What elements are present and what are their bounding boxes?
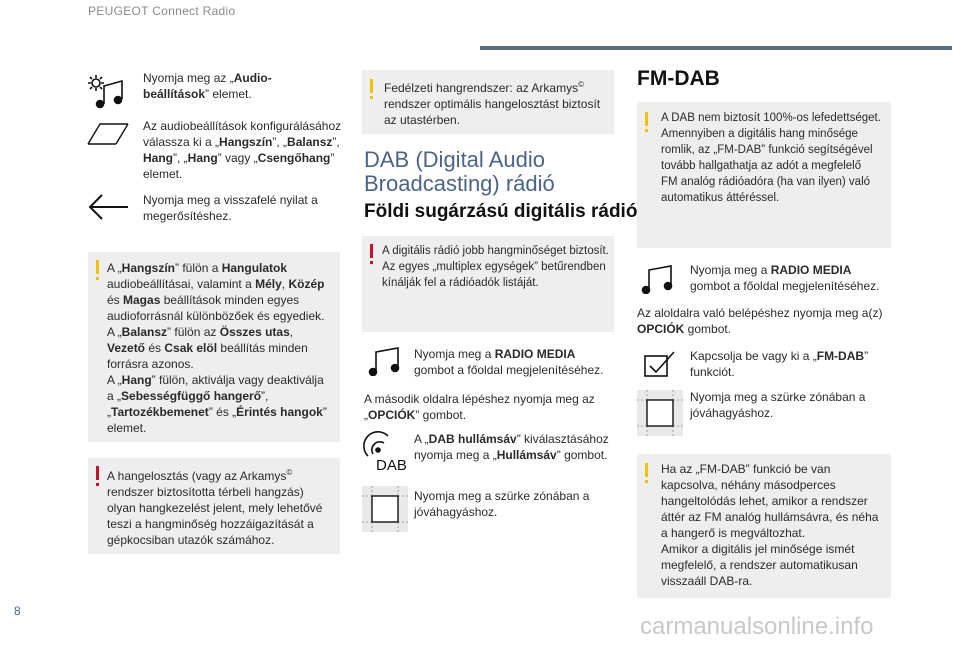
info-arkamys-text: Fedélzeti hangrendszer: az Arkamys© rendszer optimális hangelosztást biztosít az utastérben. <box>384 80 601 127</box>
info-box-fm-dab-shift <box>637 454 891 598</box>
para-options-subpage: Az aloldalra való belépéshez nyomja meg a(z) OPCIÓK gombot. <box>637 306 883 336</box>
step-audio-configure: Az audiobeállítások konfigurálásához válassza ki a „Hangszín”, „Balansz”, Hang”, „Hang” vagy „Csengőhang” elemet. <box>143 119 342 181</box>
checkbox-toggle-icon <box>641 350 677 380</box>
header-rule <box>480 46 952 50</box>
music-note-icon <box>368 346 404 376</box>
step-grey-zone-confirm-fm: Nyomja meg a szürke zónában a jóváhagyáshoz. <box>690 390 866 420</box>
grey-zone-icon <box>362 486 408 532</box>
info-tone-text: A „Hangszín” fülön a Hangulatok audiobeállításai, valamint a Mély, Közép és Magas beállítások minden egyes audioforrásnál különbözőek és egyediek. A „Balansz” fülön az Összes utas, Vezető és Csak elöl beállítás minden forrásra azonos. A „Hang” fülön, aktiválja vagy deaktiválja a „Sebességfüggő hangerő”, „Tartozékbemenet” és „Érintés hangok” elemet. <box>107 261 327 435</box>
step-back-confirm: Nyomja meg a visszafelé nyilat a megerősítéshez. <box>143 193 318 223</box>
info-fm-dab-text: A DAB nem biztosít 100%-os lefedettséget. Amennyiben a digitális hang minősége romlik, az „FM-DAB” funkció segítségével tovább hallgathatja az adót a megfelelő FM analóg rádióadóra (ha van ilyen) való automatikus áttéréssel. <box>661 112 881 204</box>
manual-header-title: PEUGEOT Connect Radio <box>88 4 236 18</box>
svg-text:DAB: DAB <box>376 457 407 472</box>
para-options-page: A második oldalra lépéshez nyomja meg az „OPCIÓK” gombot. <box>364 392 595 422</box>
music-note-icon <box>641 264 677 294</box>
grey-zone-icon <box>637 390 683 436</box>
back-arrow-icon <box>86 192 130 222</box>
step-radio-media: Nyomja meg a RADIO MEDIA gombot a főoldal megjelenítéséhez. <box>414 347 604 377</box>
warning-digital-text: A digitális rádió jobb hangminőséget biztosít. Az egyes „multiplex egységek” betűrendben kínálják fel a rádióadók listáját. <box>382 245 609 289</box>
heading-terrestrial-digital: Földi sugárzású digitális rádió <box>364 201 638 222</box>
info-fm-dab-shift-text: Ha az „FM-DAB” funkció be van kapcsolva, néhány másodperces hangeltolódás lehet, amikor a rendszer áttér az FM analóg hullámsávra, és néha a hangerő is megváltozhat. Amikor a digitális jel minősége ismét megfelelő, a rendszer automatikusan visszaáll DAB-ra. <box>661 462 879 588</box>
audio-settings-icon <box>86 74 130 110</box>
warning-box-arkamys <box>88 458 340 554</box>
step-grey-zone-confirm: Nyomja meg a szürke zónában a jóváhagyáshoz. <box>414 489 590 519</box>
heading-fm-dab: FM-DAB <box>637 67 720 90</box>
info-box-fm-dab <box>637 102 891 248</box>
page-number: 8 <box>14 604 21 618</box>
slider-icon <box>86 120 130 148</box>
step-toggle-fm-dab: Kapcsolja be vagy ki a „FM-DAB” funkciót. <box>690 349 869 379</box>
section-title-dab: DAB (Digital Audio Broadcasting) rádió <box>364 147 555 196</box>
info-box-arkamys <box>362 70 614 134</box>
step-dab-band: A „DAB hullámsáv” kiválasztásához nyomja meg a „Hullámsáv” gombot. <box>414 432 609 462</box>
dab-icon <box>362 430 408 472</box>
info-box-tone <box>88 252 340 442</box>
warning-arkamys-text: A hangelosztás (vagy az Arkamys© rendszer biztosította térbeli hangzás) olyan hangkezelést jelent, mely lehetővé teszi a hangminőség hozzáigazítását a gépkocsiban utazók számához. <box>107 468 323 547</box>
step-audio-settings: Nyomja meg az „Audio- beállítások” elemet. <box>143 71 272 101</box>
step-radio-media-fm: Nyomja meg a RADIO MEDIA gombot a főoldal megjelenítéséhez. <box>690 263 880 293</box>
warning-box-digital <box>362 236 614 332</box>
watermark: carmanualsonline.info <box>640 613 874 640</box>
